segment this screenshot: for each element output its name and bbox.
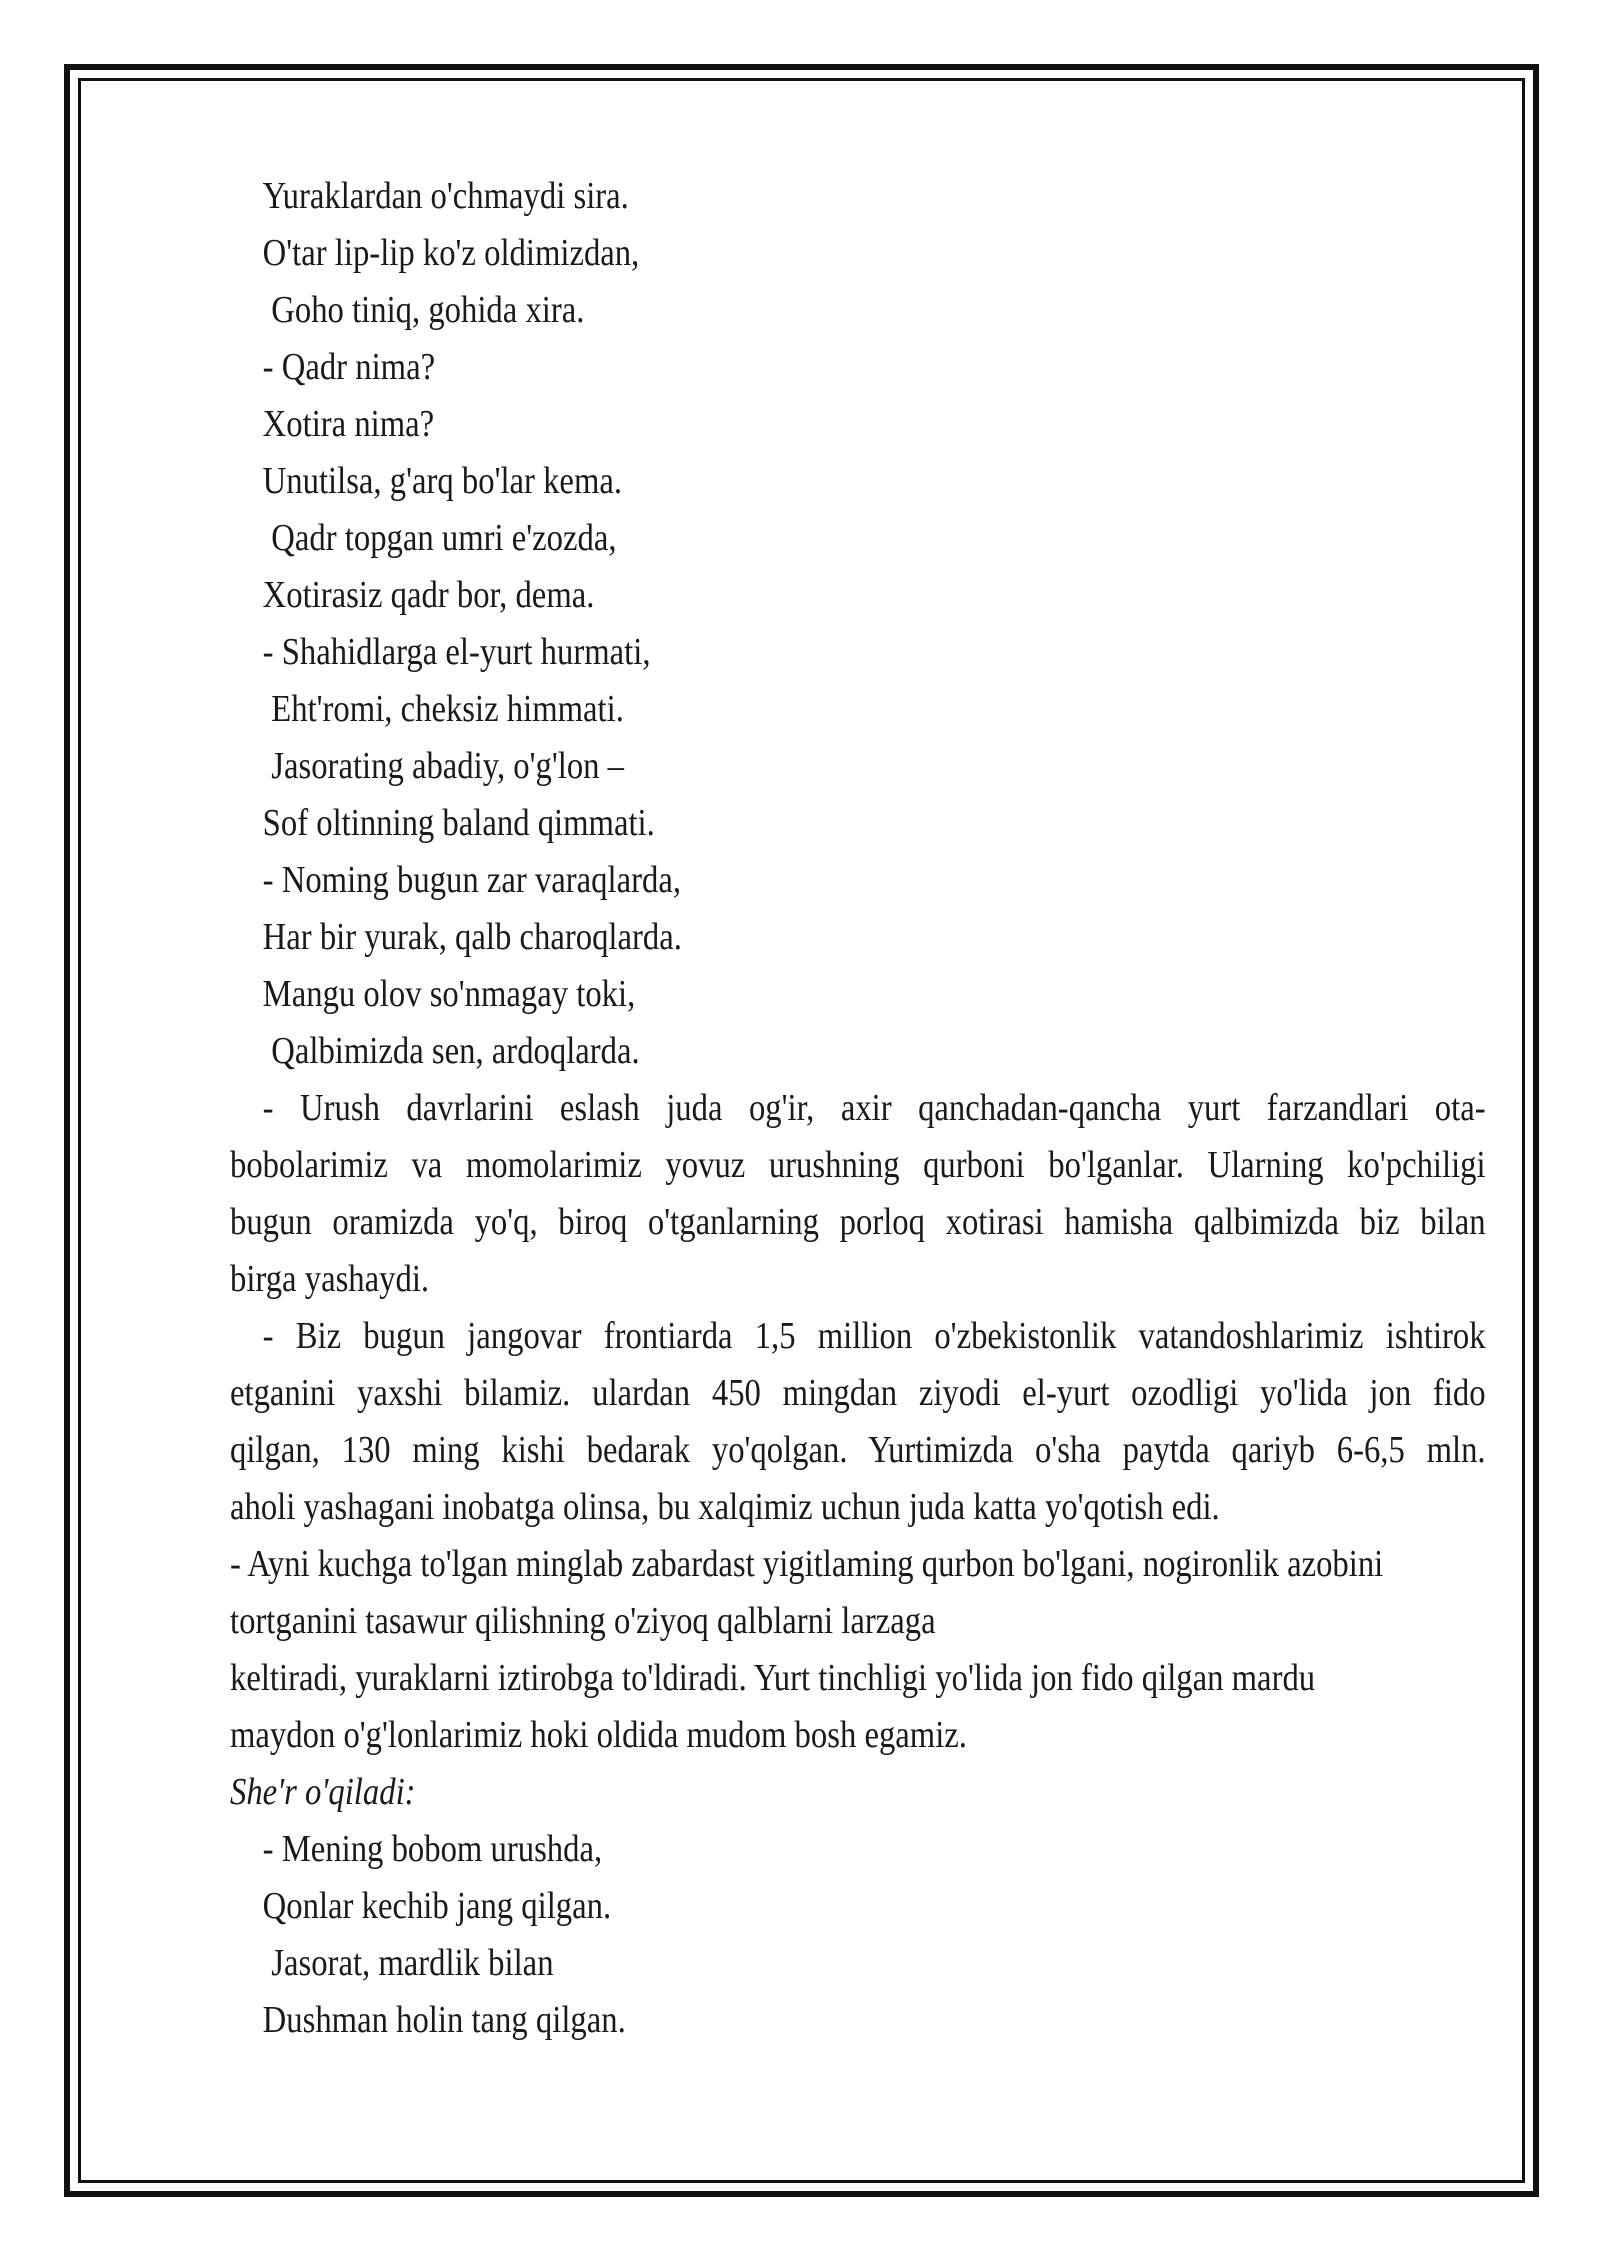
poem-line: Dushman holin tang qilgan. — [262, 1999, 626, 2041]
poem-line: Har bir yurak, qalb charoqlarda. — [262, 916, 682, 958]
poem-line: - Mening bobom urushda, — [262, 1828, 603, 1870]
paragraph-tribute — [230, 1536, 1486, 1764]
paragraph-front-statistics — [230, 1308, 1486, 1536]
poem-line: O'tar lip-lip ko'z oldimizdan, — [262, 232, 640, 274]
poem-line: Jasorating abadiy, o'g'lon – — [271, 745, 625, 787]
poem-line: - Shahidlarga el-yurt hurmati, — [262, 631, 651, 673]
paragraph-line: keltiradi, yuraklarni iztirobga to'ldiradi. Yurt tinchligi yo'lida jon fido qilgan mardu — [230, 1657, 1316, 1699]
poem-line: Unutilsa, g'arq bo'lar kema. — [262, 460, 623, 502]
poem-line: - Qadr nima? — [262, 346, 436, 388]
poem-line: Qadr topgan umri e'zozda, — [271, 517, 617, 559]
paragraph-line: tortganini tasawur qilishning o'ziyoq qalblarni larzaga — [230, 1600, 936, 1642]
poem-line: Jasorat, mardlik bilan — [271, 1942, 554, 1984]
paragraph-line: bobolarimiz va momolarimiz yovuz urushning qurboni bo'lganlar. Ularning ko'pchiligi — [230, 1144, 1486, 1186]
poem-line: - Noming bugun zar varaqlarda, — [262, 859, 682, 901]
paragraph-line: - Biz bugun jangovar frontiarda 1,5 million o'zbekistonlik vatandoshlarimiz ishtirok — [262, 1315, 1486, 1357]
paragraph-line: bugun oramizda yo'q, biroq o'tganlarning porloq xotirasi hamisha qalbimizda biz bilan — [230, 1201, 1486, 1243]
paragraph-line: - Urush davrlarini eslash juda og'ir, axir qanchadan-qancha yurt farzandlari ota- — [262, 1087, 1486, 1129]
stage-direction: She'r o'qiladi: — [230, 1771, 416, 1813]
poem-line: Yuraklardan o'chmaydi sira. — [262, 175, 629, 217]
poem-stanza-1 — [230, 168, 1486, 1080]
paragraph-line: - Ayni kuchga to'lgan minglab zabardast yigitlaming qurbon bo'lgani, nogironlik azobini — [230, 1543, 1384, 1585]
poem-stanza-2 — [230, 1821, 1486, 2049]
paragraph-line: aholi yashagani inobatga olinsa, bu xalqimiz uchun juda katta yo'qotish edi. — [230, 1486, 1220, 1528]
document-body — [230, 168, 1486, 2049]
poem-line: Goho tiniq, gohida xira. — [271, 289, 585, 331]
poem-line: Xotirasiz qadr bor, dema. — [262, 574, 595, 616]
poem-line: Qalbimizda sen, ardoqlarda. — [271, 1030, 640, 1072]
paragraph-line: etganini yaxshi bilamiz. ulardan 450 mingdan ziyodi el-yurt ozodligi yo'lida jon fido — [230, 1372, 1486, 1414]
paragraph-war-memory — [230, 1080, 1486, 1308]
poem-line: Qonlar kechib jang qilgan. — [262, 1885, 612, 1927]
poem-line: Xotira nima? — [262, 403, 435, 445]
poem-line: Mangu olov so'nmagay toki, — [262, 973, 636, 1015]
paragraph-line: maydon o'g'lonlarimiz hoki oldida mudom bosh egamiz. — [230, 1714, 967, 1756]
poem-line: Eht'romi, cheksiz himmati. — [271, 688, 624, 730]
poem-line: Sof oltinning baland qimmati. — [262, 802, 655, 844]
paragraph-line: qilgan, 130 ming kishi bedarak yo'qolgan. Yurtimizda o'sha paytda qariyb 6-6,5 mln. — [230, 1429, 1486, 1471]
paragraph-line: birga yashaydi. — [230, 1258, 430, 1300]
